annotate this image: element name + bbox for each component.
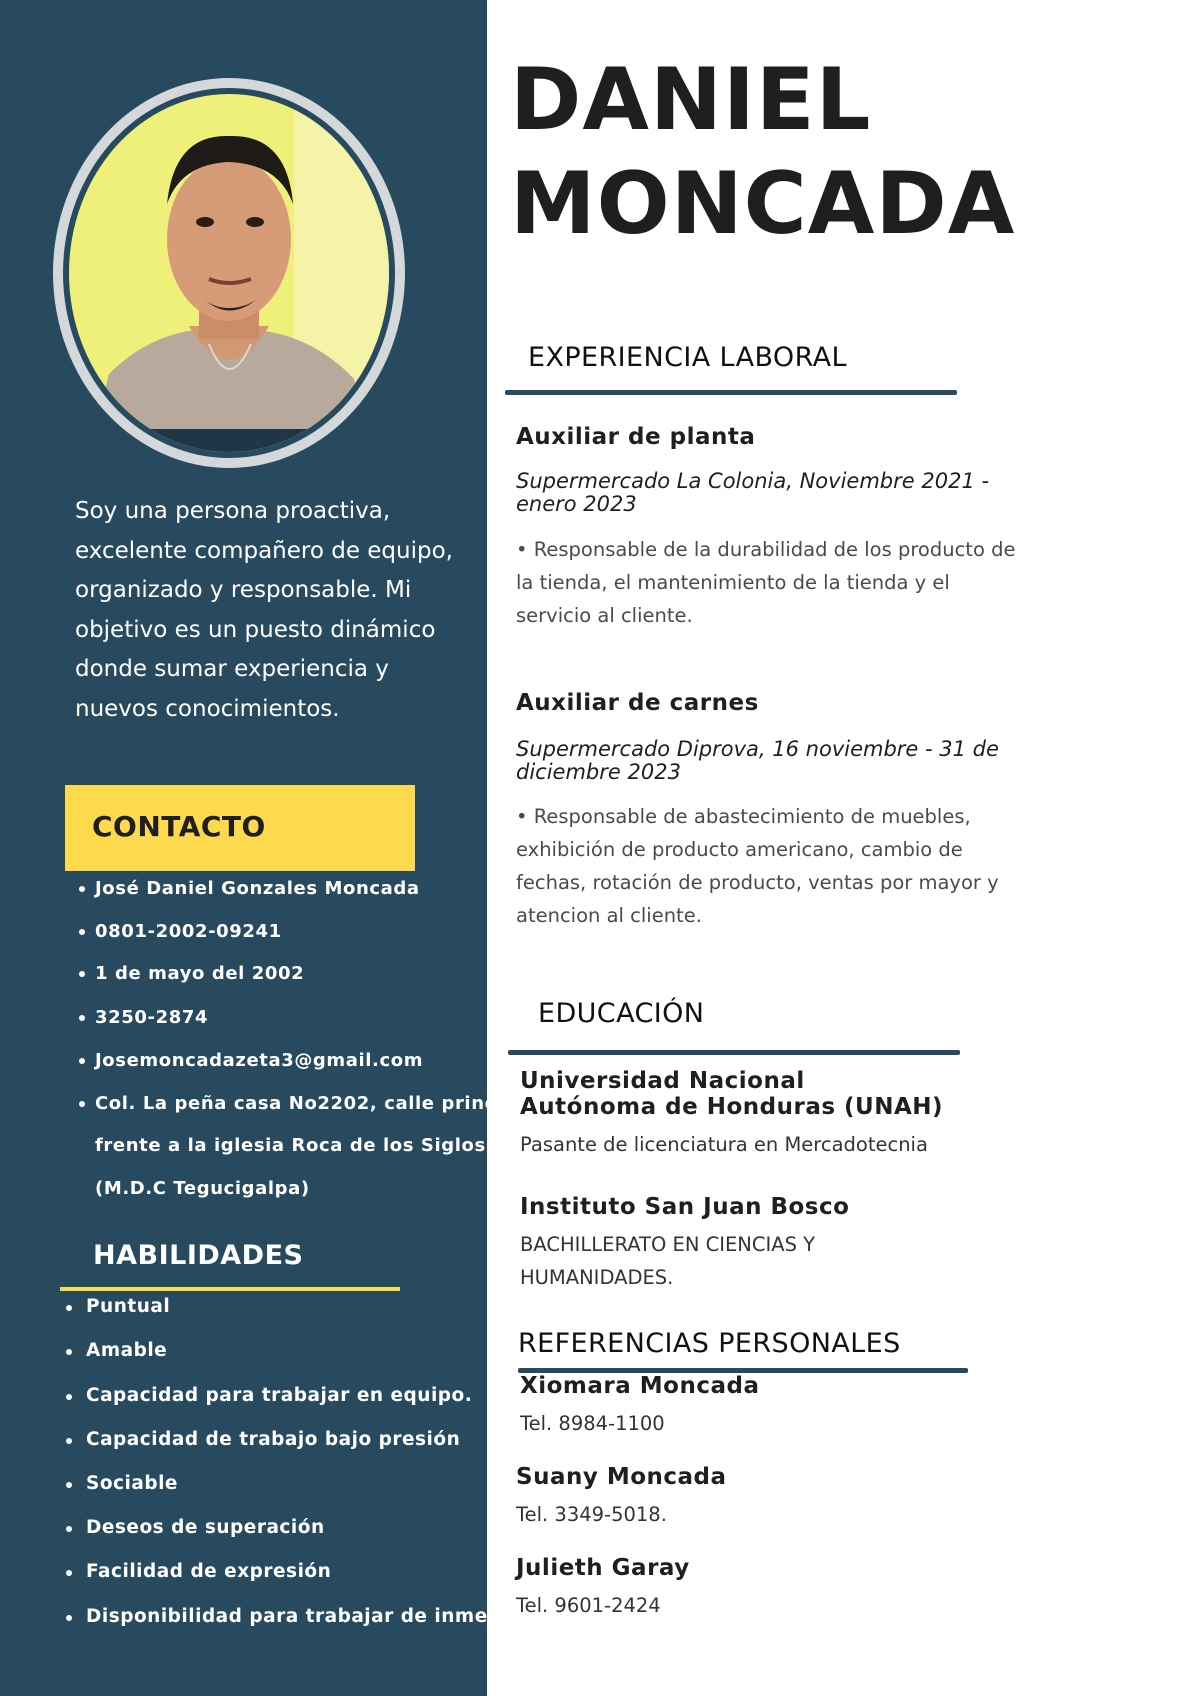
name-first: DANIEL: [510, 50, 872, 150]
bullet-icon: [66, 1438, 72, 1444]
profile-photo: [69, 94, 389, 452]
contact-full-name: José Daniel Gonzales Moncada: [95, 878, 420, 899]
experience-divider: [505, 390, 957, 395]
bullet-icon: [79, 886, 85, 892]
job-description-line: exhibición de producto americano, cambio de: [516, 838, 963, 861]
education-description: [520, 1128, 928, 1161]
profile-line: organizado y responsable. Mi: [75, 577, 412, 603]
job-subtitle-line: Supermercado La Colonia, Noviembre 2021 -: [516, 469, 990, 493]
contact-header-box: [65, 785, 415, 871]
experience-title: EXPERIENCIA LABORAL: [528, 342, 847, 373]
contact-item: [95, 878, 420, 899]
institution-line: Autónoma de Honduras (UNAH): [520, 1094, 944, 1120]
profile-line: excelente compañero de equipo,: [75, 537, 453, 564]
contact-address-line: Col. La peña casa No2202, calle principal: [95, 1093, 536, 1114]
skill-item: [86, 1385, 472, 1406]
job-description: [516, 800, 999, 932]
bullet-icon: [66, 1394, 72, 1400]
job-description-line: la tienda, el mantenimiento de la tienda y el: [516, 571, 950, 594]
bullet-icon: [66, 1615, 72, 1621]
contact-address-line: frente a la iglesia Roca de los Siglos: [95, 1135, 486, 1156]
job-description-line: servicio al cliente.: [516, 604, 693, 627]
education-institution: [520, 1194, 849, 1220]
job-description-line: • Responsable de la durabilidad de los producto de: [516, 538, 1016, 561]
institution-line: Instituto San Juan Bosco: [520, 1194, 850, 1220]
job-subtitle-line: enero 2023: [516, 492, 637, 516]
skill-label: Capacidad para trabajar en equipo.: [86, 1385, 473, 1406]
education-description-line: Pasante de licenciatura en Mercadotecnia: [520, 1133, 928, 1156]
job-title: Auxiliar de carnes: [516, 690, 759, 716]
education-description-line: BACHILLERATO EN CIENCIAS Y: [520, 1233, 816, 1256]
job-subtitle-line: Supermercado Diprova, 16 noviembre - 31 de: [516, 737, 999, 761]
candidate-name: [510, 48, 1015, 256]
skill-label: Facilidad de expresión: [86, 1561, 332, 1582]
contact-item: [95, 921, 282, 942]
skill-item: [86, 1429, 460, 1450]
education-divider: [508, 1050, 960, 1055]
bullet-icon: [79, 929, 85, 935]
institution-line: Universidad Nacional: [520, 1068, 805, 1094]
skill-item: [86, 1606, 544, 1627]
reference-phone: Tel. 8984-1100: [520, 1412, 665, 1435]
skills-title: HABILIDADES: [93, 1240, 304, 1271]
profile-line: Soy una persona proactiva,: [75, 498, 391, 524]
profile-photo-frame: [53, 78, 405, 468]
profile-line: objetivo es un puesto dinámico: [75, 616, 436, 643]
skills-divider: [60, 1287, 400, 1291]
sidebar: [0, 0, 544, 1696]
skill-item: [86, 1296, 170, 1317]
contact-phone: 3250-2874: [95, 1007, 209, 1028]
reference-phone: Tel. 9601-2424: [516, 1594, 661, 1617]
bullet-icon: [66, 1482, 72, 1488]
profile-line: nuevos conocimientos.: [75, 695, 340, 722]
job-title: Auxiliar de planta: [516, 424, 756, 450]
education-description-line: HUMANIDADES.: [520, 1266, 674, 1289]
skill-label: Deseos de superación: [86, 1517, 325, 1538]
job-description-line: • Responsable de abastecimiento de muebles,: [516, 805, 971, 828]
reference-name: Julieth Garay: [516, 1555, 690, 1581]
contact-item: [95, 1178, 310, 1199]
bullet-icon: [79, 1015, 85, 1021]
bullet-icon: [66, 1570, 72, 1576]
skill-item: [86, 1340, 167, 1361]
references-title: REFERENCIAS PERSONALES: [518, 1328, 901, 1359]
reference-name: Xiomara Moncada: [520, 1373, 760, 1399]
bullet-icon: [66, 1526, 72, 1532]
contact-address-line: (M.D.C Tegucigalpa): [95, 1178, 310, 1199]
profile-summary: [75, 492, 485, 729]
bullet-icon: [79, 1101, 85, 1107]
reference-name: Suany Moncada: [516, 1464, 727, 1490]
bullet-icon: [66, 1349, 72, 1355]
skill-label: Puntual: [86, 1296, 171, 1317]
name-last: MONCADA: [510, 154, 1016, 254]
skill-item: [86, 1473, 178, 1494]
contact-title: CONTACTO: [92, 810, 266, 843]
bullet-icon: [66, 1305, 72, 1311]
contact-item: [95, 1093, 536, 1114]
skill-item: [86, 1561, 331, 1582]
job-description-line: fechas, rotación de producto, ventas por mayor y: [516, 871, 999, 894]
education-institution: [520, 1068, 943, 1120]
job-description: [516, 533, 1015, 632]
skill-label: Amable: [86, 1340, 168, 1361]
contact-item: [95, 1050, 423, 1071]
contact-item: [95, 1135, 486, 1156]
reference-phone: Tel. 3349-5018.: [516, 1503, 667, 1526]
job-subtitle-line: diciembre 2023: [516, 760, 681, 784]
contact-birth-date: 1 de mayo del 2002: [95, 963, 305, 984]
education-description: [520, 1228, 815, 1294]
job-description-line: atencion al cliente.: [516, 904, 702, 927]
skill-item: [86, 1517, 325, 1538]
skill-label: Disponibilidad para trabajar de inmediato: [86, 1606, 544, 1627]
job-subtitle: [516, 738, 999, 784]
job-subtitle: [516, 470, 989, 516]
skill-label: Sociable: [86, 1473, 178, 1494]
contact-id-number: 0801-2002-09241: [95, 921, 282, 942]
bullet-icon: [79, 1058, 85, 1064]
contact-item: [95, 1007, 208, 1028]
profile-line: donde sumar experiencia y: [75, 656, 389, 682]
bullet-icon: [79, 971, 85, 977]
skill-label: Capacidad de trabajo bajo presión: [86, 1429, 461, 1450]
contact-item: [95, 963, 304, 984]
education-title: EDUCACIÓN: [538, 998, 705, 1029]
contact-email: Josemoncadazeta3@gmail.com: [95, 1050, 424, 1071]
